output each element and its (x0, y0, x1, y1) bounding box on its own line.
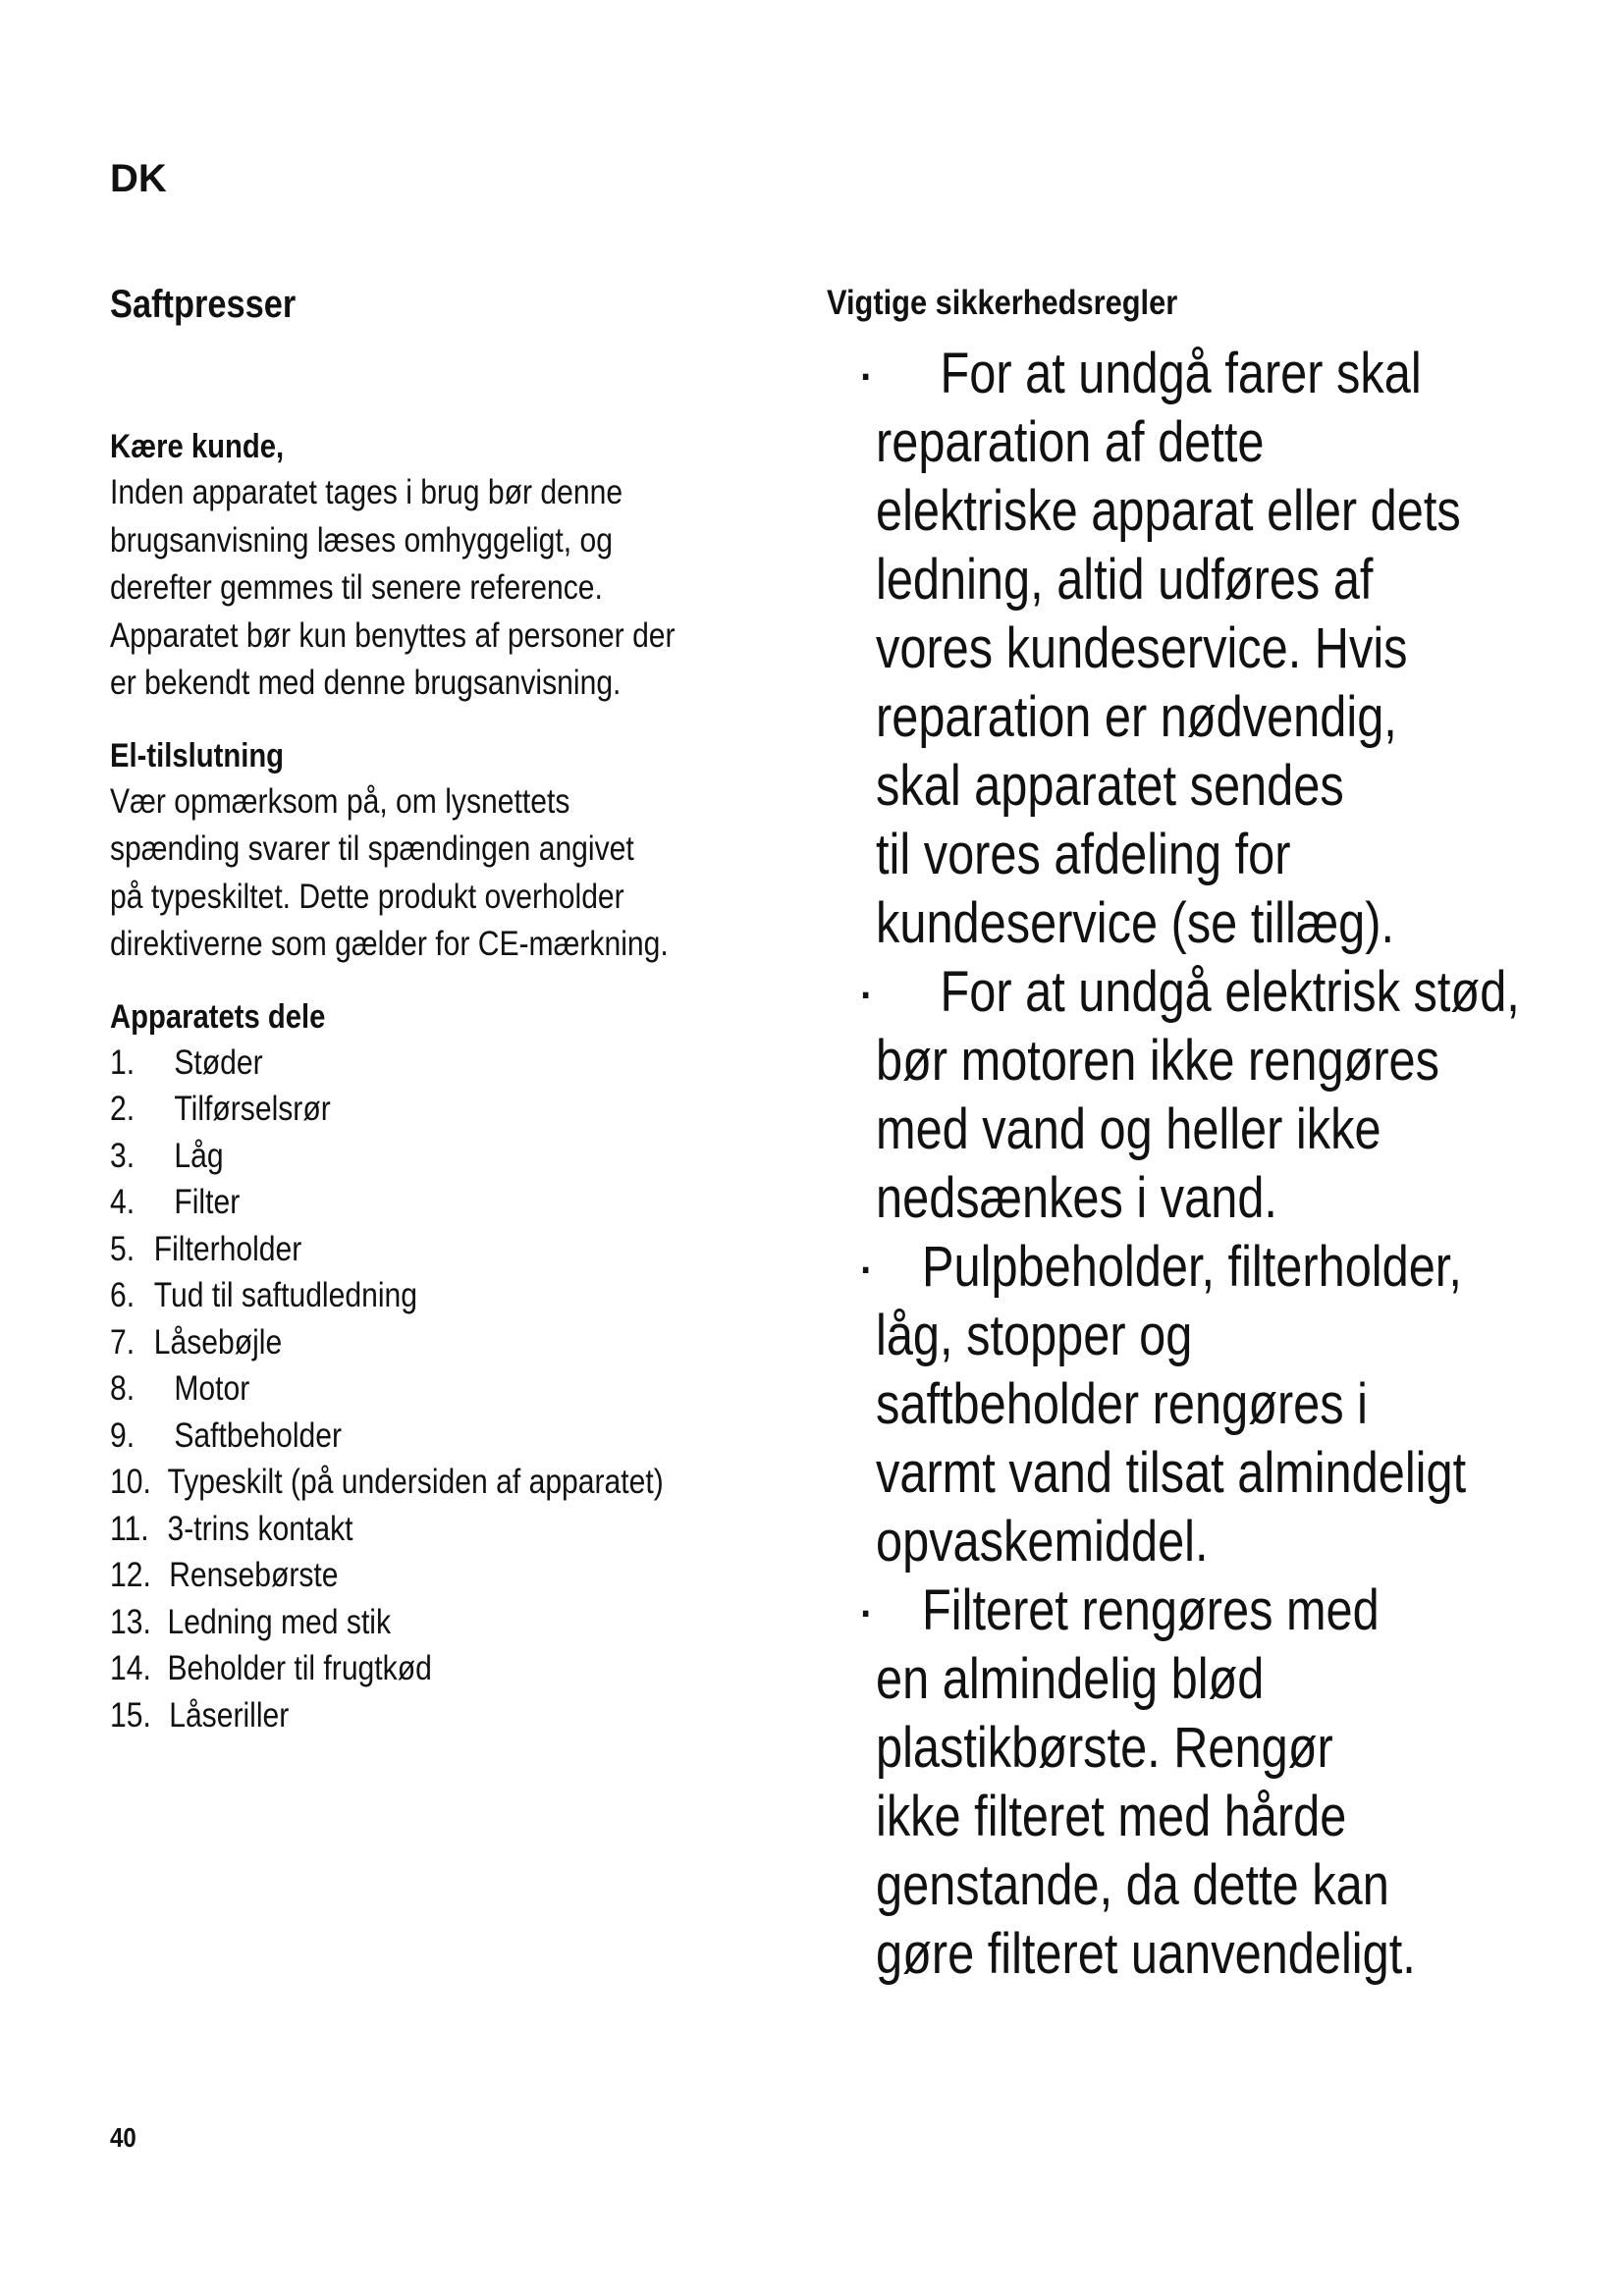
electrical-line: på typeskiltet. Dette produkt overholder (110, 877, 624, 916)
page-title: Saftpresser (110, 283, 297, 326)
item-label: Låsebøjle (153, 1322, 283, 1362)
item-label: Rensebørste (169, 1556, 339, 1594)
safety-line: opvaskemiddel. (876, 1510, 1209, 1574)
electrical-line: direktiverne som gælder for CE-mærkning. (110, 925, 669, 963)
item-number: 7. (110, 1322, 135, 1362)
safety-item (827, 958, 1593, 1233)
bullet-icon: · (856, 342, 876, 405)
safety-line: gøre filteret uanvendeligt. (876, 1922, 1416, 1986)
safety-line: elektriske apparat eller dets (876, 479, 1461, 543)
safety-item (827, 340, 1593, 958)
item-number: 14. (110, 1649, 151, 1687)
safety-item (827, 1576, 1593, 1989)
safety-line: plastikbørste. Rengør (876, 1716, 1333, 1780)
list-item (110, 1226, 752, 1273)
item-label: Støder (174, 1042, 263, 1082)
item-label: Låseriller (169, 1695, 290, 1735)
item-number: 10. (110, 1463, 151, 1501)
list-item (110, 1365, 752, 1413)
item-label: Motor (174, 1369, 250, 1408)
parts-heading: Apparatets dele (110, 997, 326, 1036)
list-item (110, 1645, 752, 1692)
list-item (110, 1086, 752, 1133)
list-item (110, 1459, 752, 1506)
safety-line: Filteret rengøres med (922, 1578, 1380, 1642)
parts-list (110, 1040, 752, 1739)
item-number: 8. (110, 1369, 135, 1408)
safety-line: For at undgå elektrisk stød, (940, 960, 1520, 1024)
safety-line: genstande, da dette kan (876, 1853, 1389, 1917)
list-item (110, 1506, 752, 1553)
intro-line: er bekendt med denne brugsanvisning. (110, 664, 622, 702)
bullet-icon: · (856, 960, 876, 1024)
intro-line: Apparatet bør kun benyttes af personer der (110, 615, 676, 655)
list-item (110, 1179, 752, 1226)
item-number: 3. (110, 1136, 135, 1175)
safety-line: saftbeholder rengøres i (876, 1372, 1369, 1436)
list-item (110, 1040, 752, 1087)
list-item (110, 1272, 752, 1319)
left-column (110, 424, 856, 1738)
item-label: Filter (174, 1183, 241, 1221)
list-item (110, 1413, 752, 1460)
right-column (827, 281, 1593, 1989)
item-label: Filterholder (153, 1229, 302, 1268)
safety-line: Pulpbeholder, filterholder, (922, 1235, 1462, 1299)
page-number: 40 (110, 2122, 136, 2153)
item-label: 3-trins kontakt (167, 1509, 353, 1548)
safety-line: nedsænkes i vand. (876, 1166, 1277, 1230)
safety-line: låg, stopper og (876, 1304, 1193, 1367)
language-code: DK (110, 157, 167, 200)
item-number: 9. (110, 1415, 135, 1455)
safety-list (827, 340, 1593, 1989)
safety-line: varmt vand tilsat almindeligt (876, 1441, 1467, 1505)
safety-line: vores kundeservice. Hvis (876, 616, 1408, 680)
item-label: Ledning med stik (167, 1602, 392, 1641)
safety-line: en almindelig blød (876, 1647, 1265, 1711)
electrical-section (110, 733, 752, 969)
intro-line: brugsanvisning læses omhyggeligt, og (110, 520, 613, 560)
safety-line: med vand og heller ikke (876, 1097, 1381, 1161)
list-item (110, 1319, 752, 1366)
item-label: Tud til saftudledning (153, 1276, 418, 1314)
item-number: 2. (110, 1090, 135, 1128)
item-number: 1. (110, 1042, 135, 1082)
safety-line: til vores afdeling for (876, 823, 1291, 886)
list-item (110, 1552, 752, 1599)
item-number: 15. (110, 1695, 151, 1735)
intro-line: Inden apparatet tages i brug bør denne (110, 473, 623, 511)
list-item (110, 1599, 752, 1646)
item-label: Typeskilt (på undersiden af apparatet) (167, 1463, 664, 1501)
parts-section (110, 994, 752, 1739)
bullet-icon: · (856, 1578, 876, 1642)
list-item (110, 1133, 752, 1180)
bullet-icon: · (856, 1235, 876, 1299)
intro-line: derefter gemmes til senere reference. (110, 568, 603, 607)
intro-section (110, 424, 752, 708)
safety-line: skal apparatet sendes (876, 754, 1344, 818)
item-number: 6. (110, 1276, 135, 1314)
electrical-line: spænding svarer til spændingen angivet (110, 829, 634, 868)
item-label: Tilførselsrør (174, 1090, 331, 1128)
safety-item (827, 1233, 1593, 1576)
safety-line: reparation af dette (876, 410, 1265, 474)
safety-line: kundeservice (se tillæg). (876, 891, 1395, 955)
item-number: 13. (110, 1602, 151, 1641)
item-number: 5. (110, 1229, 135, 1268)
safety-heading: Vigtige sikkerhedsregler (827, 284, 1178, 322)
item-label: Beholder til frugtkød (167, 1649, 432, 1687)
safety-line: reparation er nødvendig, (876, 685, 1397, 749)
intro-heading: Kære kunde, (110, 428, 285, 465)
item-label: Låg (174, 1136, 224, 1175)
item-number: 11. (110, 1509, 149, 1548)
electrical-line: Vær opmærksom på, om lysnettets (110, 781, 570, 821)
safety-line: ledning, altid udføres af (876, 548, 1374, 612)
safety-line: bør motoren ikke rengøres (876, 1029, 1440, 1093)
safety-line: ikke filteret med hårde (876, 1785, 1347, 1848)
item-number: 12. (110, 1556, 151, 1594)
list-item (110, 1692, 752, 1739)
electrical-heading: El-tilslutning (110, 736, 285, 774)
item-label: Saftbeholder (174, 1415, 343, 1455)
item-number: 4. (110, 1183, 135, 1221)
safety-line: For at undgå farer skal (940, 342, 1422, 405)
